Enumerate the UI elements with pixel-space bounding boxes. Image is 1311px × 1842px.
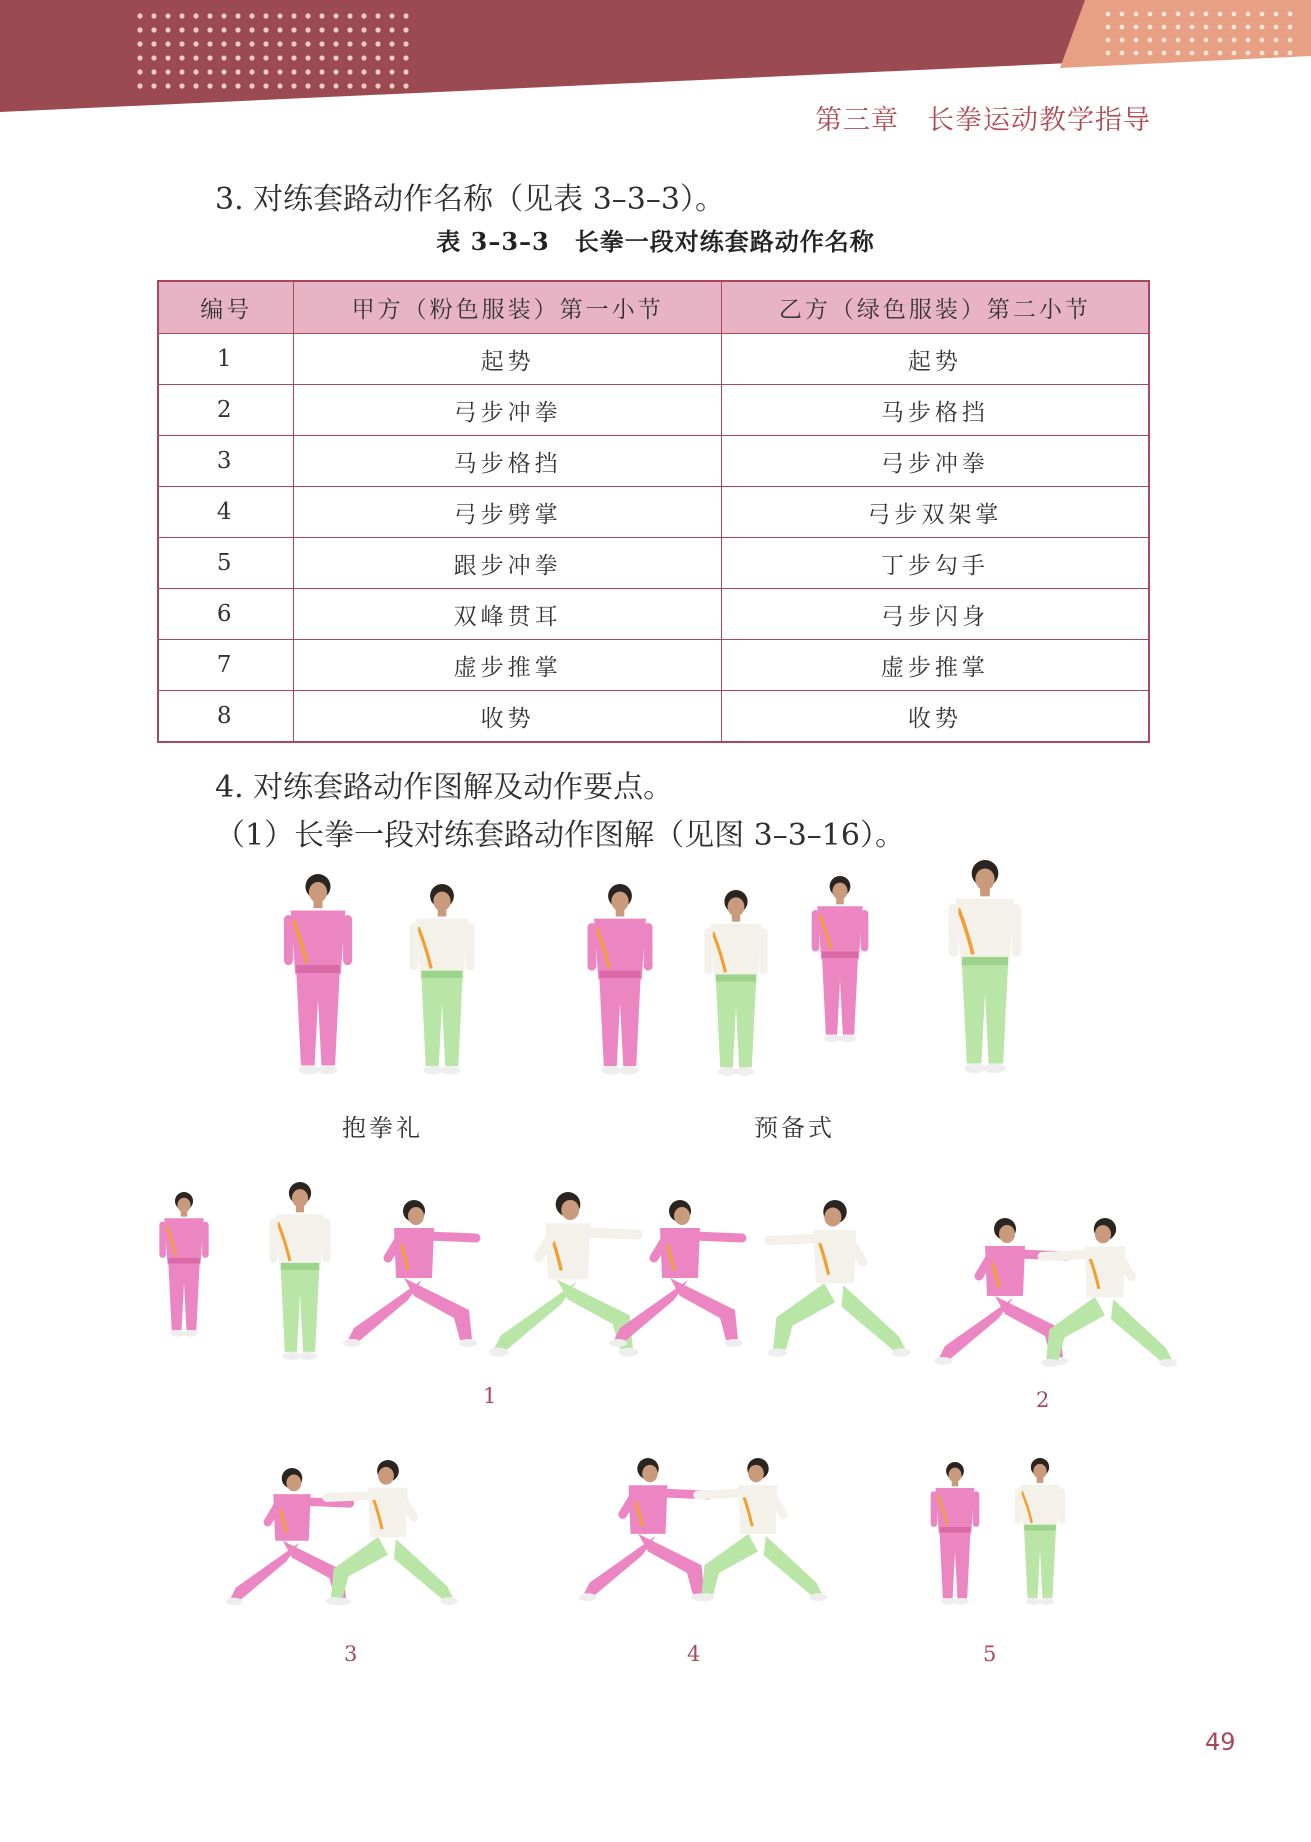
column-header-number: 编号 bbox=[158, 281, 294, 334]
table-row bbox=[158, 640, 1149, 691]
party-b-move: 弓步闪身 bbox=[721, 589, 1149, 640]
section-3-heading: 3. 对练套路动作名称（见表 3–3–3）。 bbox=[215, 182, 725, 217]
party-b-move: 弓步冲拳 bbox=[721, 436, 1149, 487]
row-number: 3 bbox=[158, 436, 294, 487]
party-b-move: 虚步推掌 bbox=[721, 640, 1149, 691]
performer-green-ready-1 bbox=[704, 890, 767, 1076]
table-row bbox=[158, 487, 1149, 538]
label-ready-stance: 预备式 bbox=[754, 1114, 835, 1142]
table-row bbox=[158, 436, 1149, 487]
party-a-move: 弓步劈掌 bbox=[294, 487, 721, 538]
performer-green-step5 bbox=[1015, 1458, 1065, 1605]
step-number-2: 2 bbox=[1036, 1388, 1050, 1412]
party-b-move: 丁步勾手 bbox=[721, 538, 1149, 589]
row-number: 4 bbox=[158, 487, 294, 538]
party-b-move: 弓步双架掌 bbox=[721, 487, 1149, 538]
performer-green-ready-2 bbox=[949, 860, 1022, 1073]
performer-green-step3 bbox=[326, 1460, 458, 1605]
row-number: 8 bbox=[158, 691, 294, 743]
performer-pink-salute bbox=[284, 874, 352, 1074]
performer-pink-step4 bbox=[579, 1458, 709, 1601]
row-number: 1 bbox=[158, 334, 294, 385]
performer-green-step1b bbox=[488, 1192, 638, 1357]
performer-green-step1c bbox=[768, 1200, 911, 1357]
table-row bbox=[158, 691, 1149, 743]
party-a-move: 虚步推掌 bbox=[294, 640, 721, 691]
performer-pink-step1 bbox=[343, 1200, 477, 1347]
step-number-3: 3 bbox=[344, 1642, 358, 1666]
performer-pink-ready-2 bbox=[812, 876, 869, 1042]
performer-green-salute bbox=[410, 884, 475, 1075]
moves-table bbox=[157, 280, 1150, 743]
page-number: 49 bbox=[1205, 1728, 1236, 1756]
figure-reference-line: （1）长拳一段对练套路动作图解（见图 3–3–16）。 bbox=[215, 818, 905, 853]
party-a-move: 跟步冲拳 bbox=[294, 538, 721, 589]
row-number: 2 bbox=[158, 385, 294, 436]
row-number: 5 bbox=[158, 538, 294, 589]
performer-pink-step3 bbox=[226, 1468, 351, 1605]
party-a-move: 马步格挡 bbox=[294, 436, 721, 487]
label-salute: 抱拳礼 bbox=[342, 1114, 423, 1142]
table-row bbox=[158, 538, 1149, 589]
table-row bbox=[158, 589, 1149, 640]
performer-pink-step1b bbox=[609, 1200, 743, 1347]
row-number: 7 bbox=[158, 640, 294, 691]
party-b-move: 收势 bbox=[721, 691, 1149, 743]
step-number-4: 4 bbox=[687, 1642, 701, 1666]
party-b-move: 马步格挡 bbox=[721, 385, 1149, 436]
table-header-row bbox=[158, 281, 1149, 334]
performer-pink-step5 bbox=[931, 1462, 980, 1605]
performer-green-step2 bbox=[1041, 1218, 1177, 1367]
row-number: 6 bbox=[158, 589, 294, 640]
step-number-5: 5 bbox=[983, 1642, 997, 1666]
section-4-heading: 4. 对练套路动作图解及动作要点。 bbox=[215, 770, 674, 805]
table-row bbox=[158, 385, 1149, 436]
party-a-move: 弓步冲拳 bbox=[294, 385, 721, 436]
party-a-move: 收势 bbox=[294, 691, 721, 743]
performer-pink-step2 bbox=[934, 1218, 1068, 1365]
column-header-party-b: 乙方（绿色服装）第二小节 bbox=[721, 281, 1149, 334]
table-caption: 表 3–3–3 长拳一段对练套路动作名称 bbox=[436, 227, 875, 256]
party-a-move: 起势 bbox=[294, 334, 721, 385]
party-a-move: 双峰贯耳 bbox=[294, 589, 721, 640]
party-b-move: 起势 bbox=[721, 334, 1149, 385]
performer-pink-ready-1 bbox=[588, 884, 653, 1075]
performer-green-step4 bbox=[697, 1458, 827, 1601]
performer-green-step1-start bbox=[270, 1182, 331, 1360]
performer-pink-step1-start bbox=[159, 1192, 208, 1337]
column-header-party-a: 甲方（粉色服装）第一小节 bbox=[294, 281, 721, 334]
step-number-1: 1 bbox=[483, 1384, 497, 1408]
table-row bbox=[158, 334, 1149, 385]
chapter-title: 第三章 长拳运动教学指导 bbox=[815, 105, 1151, 136]
